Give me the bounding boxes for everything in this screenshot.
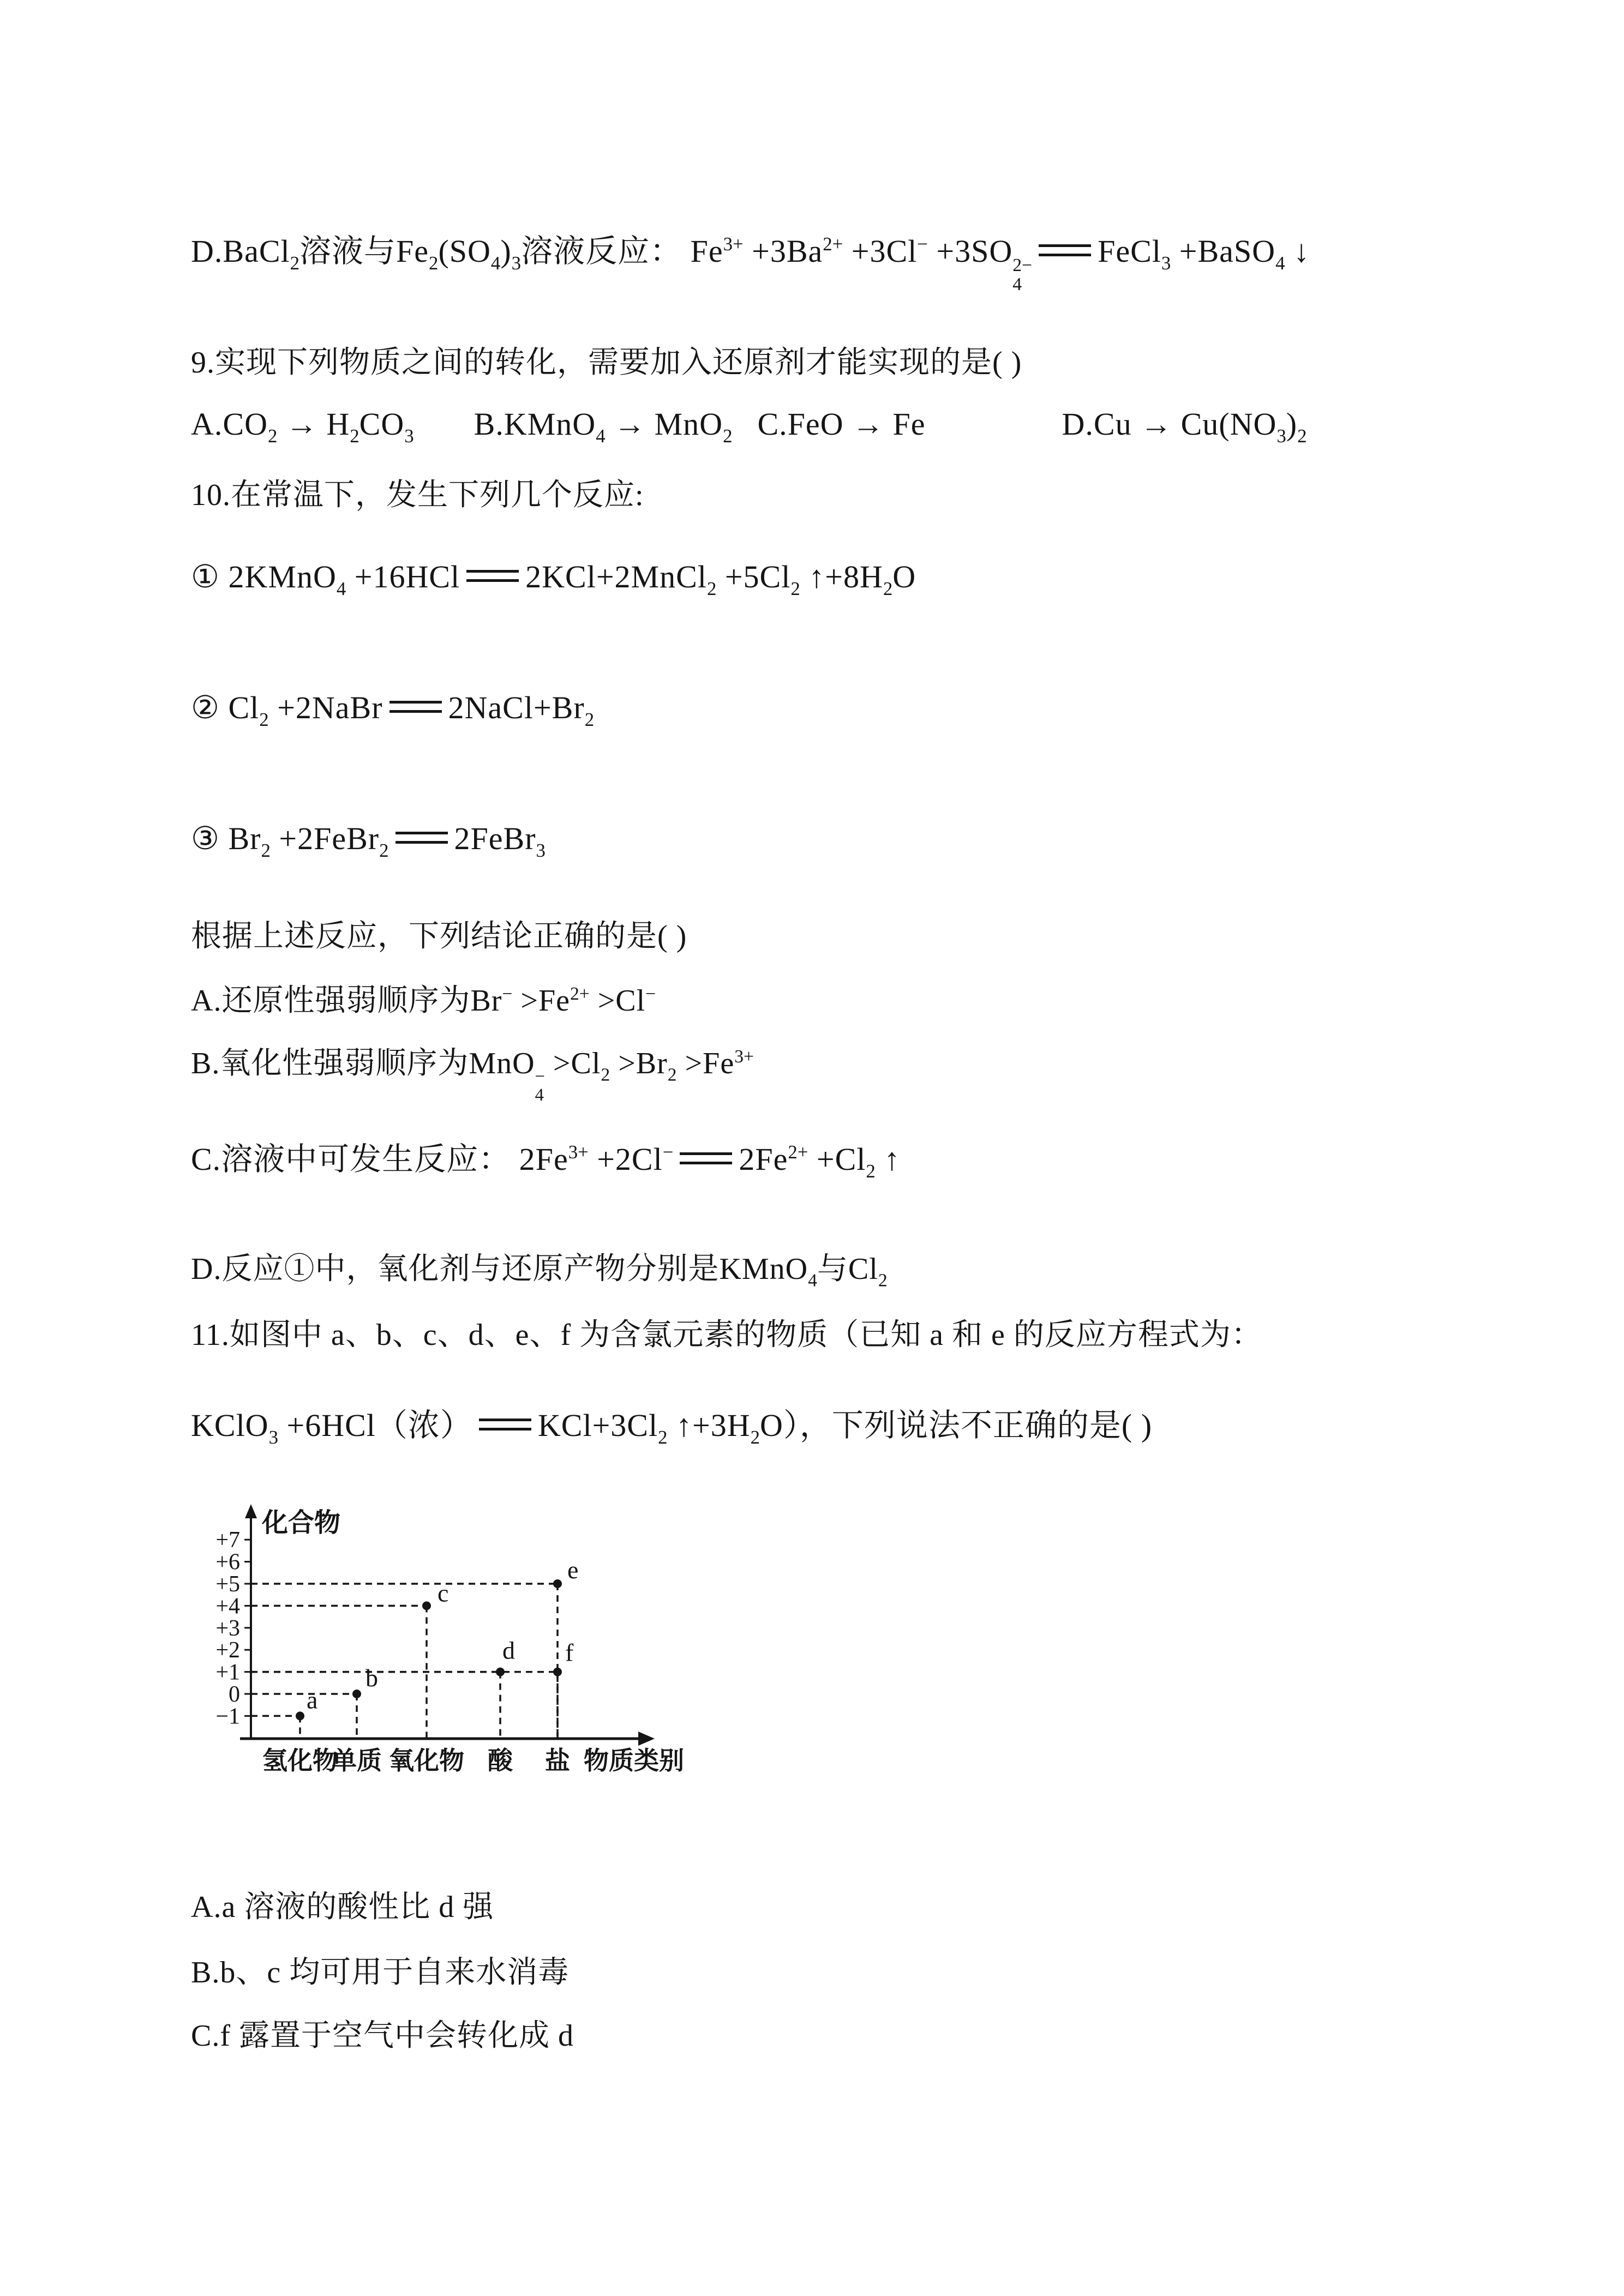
point-label-d: d (502, 1636, 515, 1664)
double-bar-equals (680, 1152, 732, 1164)
y-tick-label: +4 (215, 1594, 240, 1619)
y-tick-label: +7 (215, 1528, 240, 1553)
point-f (553, 1668, 562, 1676)
point-a (296, 1711, 304, 1720)
q10-option-c: C.溶液中可发生反应： $2Fe^{3+} +2Cl^-$ $2Fe^{2+} +Cl_2$ ↑ (191, 1141, 901, 1182)
point-label-f: f (565, 1638, 574, 1667)
chart-canvas (208, 1503, 732, 1798)
y-tick-label: +1 (215, 1660, 240, 1685)
question-9-options (191, 405, 1307, 448)
y-tick-label: 0 (229, 1682, 240, 1707)
y-tick-label: +2 (215, 1638, 240, 1663)
point-d (496, 1668, 505, 1676)
double-bar-equals (389, 701, 442, 713)
q9-option-b: B.KMnO$_4$ → MnO$_2$ (474, 406, 733, 447)
y-tick-label: +3 (215, 1615, 240, 1641)
q9-option-d: $D.Cu \to Cu(NO_3)_2$ (1062, 406, 1307, 447)
q11-option-b: B.b、c 均可用于自来水消毒 (191, 1956, 570, 1990)
x-category-label: 酸 (488, 1747, 513, 1775)
q10-option-b: B.氧化性强弱顺序为MnO − 4 $>Cl_2 >Br_2 >Fe^{3+}$ (191, 1046, 754, 1105)
stacked-sub-sup: 2− 4 (1012, 255, 1033, 295)
y-tick-label: +5 (215, 1572, 240, 1597)
double-bar-equals (395, 832, 448, 844)
x-axis-title: 物质类别 (584, 1747, 684, 1775)
double-bar-equals (1039, 244, 1091, 256)
y-axis-arrow (245, 1504, 257, 1518)
q11-given-equation: KClO$_3$ +6HCl（浓） $KCl+3Cl_2$ $↑+3H_2O$），下列说法不正确的是( ) (191, 1408, 1153, 1448)
point-label-e: e (567, 1556, 579, 1584)
reaction-equation-2: ② $Cl_2$ +2NaBr $2NaCl+Br_2$ (191, 690, 595, 730)
question-10-stem-2: 根据上述反应，下列结论正确的是( ) (191, 919, 687, 953)
point-c (422, 1601, 431, 1610)
q10-option-d: D.反应①中，氧化剂与还原产物分别是KMnO$_4$与$Cl_2$ (191, 1252, 888, 1291)
q11-option-a: A.a 溶液的酸性比 d 强 (191, 1890, 494, 1924)
question-11-stem: 11.如图中 a、b、c、d、e、f 为含氯元素的物质（已知 a 和 e 的反应方程式为： (191, 1318, 1262, 1352)
point-b (352, 1690, 361, 1698)
question-9-stem: 9.实现下列物质之间的转化，需要加入还原剂才能实现的是( ) (191, 346, 1022, 380)
q8-option-d: D.BaCl$_2$溶液与$Fe_2(SO_4)_3$溶液反应： $Fe^{3+} +3Ba^{2+} +3Cl^- +3SO$ 2− 4 FeCl$_3$ +BaSO$_4$ ↓ (191, 233, 1310, 295)
y-axis-title: 化合物 (262, 1508, 341, 1537)
point-label-c: c (438, 1579, 449, 1607)
stacked-sub-sup: − 4 (535, 1067, 545, 1105)
oxidation-state-chart (208, 1503, 732, 1798)
q9-option-c: C.FeO → Fe (757, 406, 926, 442)
double-bar-equals (479, 1419, 531, 1431)
point-label-a: a (307, 1686, 318, 1714)
y-tick-label: +6 (215, 1549, 240, 1575)
x-category-label: 盐 (545, 1747, 570, 1775)
q9-option-a: $A.CO_2 \to H_2CO_3$ (191, 406, 414, 447)
x-axis-arrow (638, 1732, 655, 1746)
q10-option-a: A.还原性强弱顺序为$Br^- >Fe^{2+} >Cl^-$ (191, 983, 656, 1018)
q11-option-c: C.f 露置于空气中会转化成 d (191, 2019, 574, 2053)
x-category-label: 氧化物 (389, 1747, 464, 1775)
x-category-label: 单质 (332, 1747, 382, 1775)
reaction-equation-1: ① 2KMnO$_4$ +16HCl 2KCl+2MnCl$_2$ $+5Cl_2$ $↑+8H_2O$ (191, 559, 916, 599)
double-bar-equals (466, 570, 519, 582)
question-10-stem: 10.在常温下，发生下列几个反应: (191, 478, 644, 512)
point-label-b: b (365, 1664, 378, 1692)
reaction-equation-3: ③ $Br_2$ +2FeBr$_2$ 2FeBr$_3$ (191, 821, 546, 861)
y-tick-label: −1 (215, 1704, 240, 1729)
point-e (553, 1579, 562, 1588)
x-category-label: 氢化物 (262, 1747, 338, 1775)
